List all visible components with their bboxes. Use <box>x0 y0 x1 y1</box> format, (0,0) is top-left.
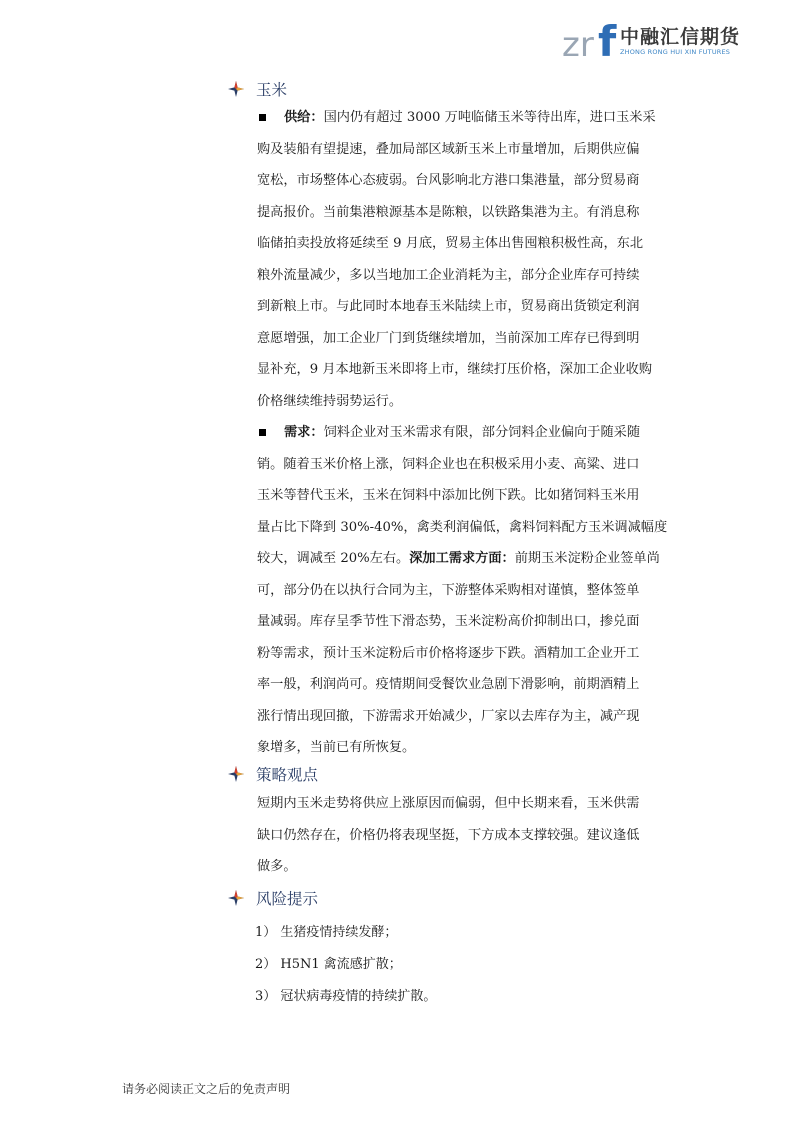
demand-line: 率一般，利润尚可。疫情期间受餐饮业急剧下滑影响，前期酒精上 <box>257 677 640 692</box>
compass-star-icon <box>228 81 244 97</box>
supply-line: 显补充，9 月本地新玉米即将上市，继续打压价格，深加工企业收购 <box>257 362 653 377</box>
supply-line: 购及装船有望提速，叠加局部区域新玉米上市量增加，后期供应偏 <box>257 141 640 157</box>
supply-line: 价格继续维持弱势运行。 <box>257 393 403 409</box>
demand-line: 销。随着玉米价格上涨，饲料企业也在积极采用小麦、高粱、进口 <box>257 456 640 472</box>
company-name-cn: 中融汇信期货 <box>620 26 741 48</box>
deep-processing-label: 深加工需求方面： <box>409 551 515 566</box>
demand-line-5: 较大，调减至 20%左右。深加工需求方面：前期玉米淀粉企业签单尚 <box>257 551 660 566</box>
demand-paragraph <box>257 417 667 764</box>
section-heading-strategy <box>228 763 318 785</box>
section-heading-risk <box>228 887 318 909</box>
section-heading-corn <box>228 78 287 100</box>
demand-label: 需求： <box>284 425 324 440</box>
demand-line: 可，部分仍在以执行合同为主，下游整体采购相对谨慎，整体签单 <box>257 582 640 598</box>
square-bullet-icon <box>259 429 266 436</box>
section-title: 风险提示 <box>256 890 319 908</box>
supply-line: 提高报价。当前集港粮源基本是陈粮，以铁路集港为主。有消息称 <box>257 204 640 220</box>
supply-line: 粮外流量减少，多以当地加工企业消耗为主，部分企业库存可持续 <box>257 267 640 283</box>
supply-line: 宽松，市场整体心态疲弱。台风影响北方港口集港量，部分贸易商 <box>257 173 640 188</box>
demand-line: 量占比下降到 30%-40%，禽类利润偏低，禽料饲料配方玉米调减幅度 <box>257 519 668 535</box>
section-title: 玉米 <box>256 81 288 99</box>
demand-line-1: 需求：饲料企业对玉米需求有限，部分饲料企业偏向于随采随 <box>257 417 667 449</box>
square-bullet-icon <box>259 114 266 121</box>
section-title: 策略观点 <box>256 766 319 784</box>
supply-line: 到新粮上市。与此同时本地春玉米陆续上市，贸易商出货锁定利润 <box>257 299 640 314</box>
svg-text:f: f <box>598 18 617 62</box>
company-name-en: ZHONG RONG HUI XIN FUTURES <box>620 48 731 56</box>
supply-line: 意愿增强，加工企业厂门到货继续增加，当前深加工库存已得到明 <box>257 330 640 346</box>
supply-label: 供给： <box>284 110 324 125</box>
strategy-line: 做多。 <box>257 859 297 874</box>
supply-line: 临储拍卖投放将延续至 9 月底，贸易主体出售囤粮积极性高，东北 <box>257 236 644 251</box>
disclaimer-footer: 请务必阅读正文之后的免责声明 <box>122 1082 291 1096</box>
svg-text:zr: zr <box>562 25 594 62</box>
risk-item-1: 1） 生猪疫情持续发酵； <box>255 925 398 940</box>
demand-line: 玉米等替代玉米，玉米在饲料中添加比例下跌。比如猪饲料玉米用 <box>257 488 640 503</box>
strategy-paragraph <box>257 788 667 883</box>
zrf-logo-mark <box>562 18 618 62</box>
compass-star-icon <box>228 766 244 782</box>
demand-line: 涨行情出现回撤，下游需求开始减少，厂家以去库存为主，减产现 <box>257 708 640 724</box>
demand-line: 粉等需求，预计玉米淀粉后市价格将逐步下跌。酒精加工企业开工 <box>257 645 640 661</box>
strategy-line: 缺口仍然存在，价格仍将表现坚挺，下方成本支撑较强。建议逢低 <box>257 827 640 843</box>
risk-item-2: 2） H5N1 禽流感扩散； <box>255 957 402 972</box>
demand-line: 量减弱。库存呈季节性下滑态势，玉米淀粉高价抑制出口，掺兑面 <box>257 614 640 629</box>
demand-line: 象增多，当前已有所恢复。 <box>257 740 416 755</box>
supply-paragraph <box>257 102 667 417</box>
strategy-line: 短期内玉米走势将供应上涨原因而偏弱，但中长期来看，玉米供需 <box>257 796 640 811</box>
company-logo <box>562 18 752 62</box>
compass-star-icon <box>228 890 244 906</box>
supply-line-1: 供给：国内仍有超过 3000 万吨临储玉米等待出库，进口玉米采 <box>257 102 667 134</box>
risk-item-3: 3） 冠状病毒疫情的持续扩散。 <box>255 989 437 1004</box>
